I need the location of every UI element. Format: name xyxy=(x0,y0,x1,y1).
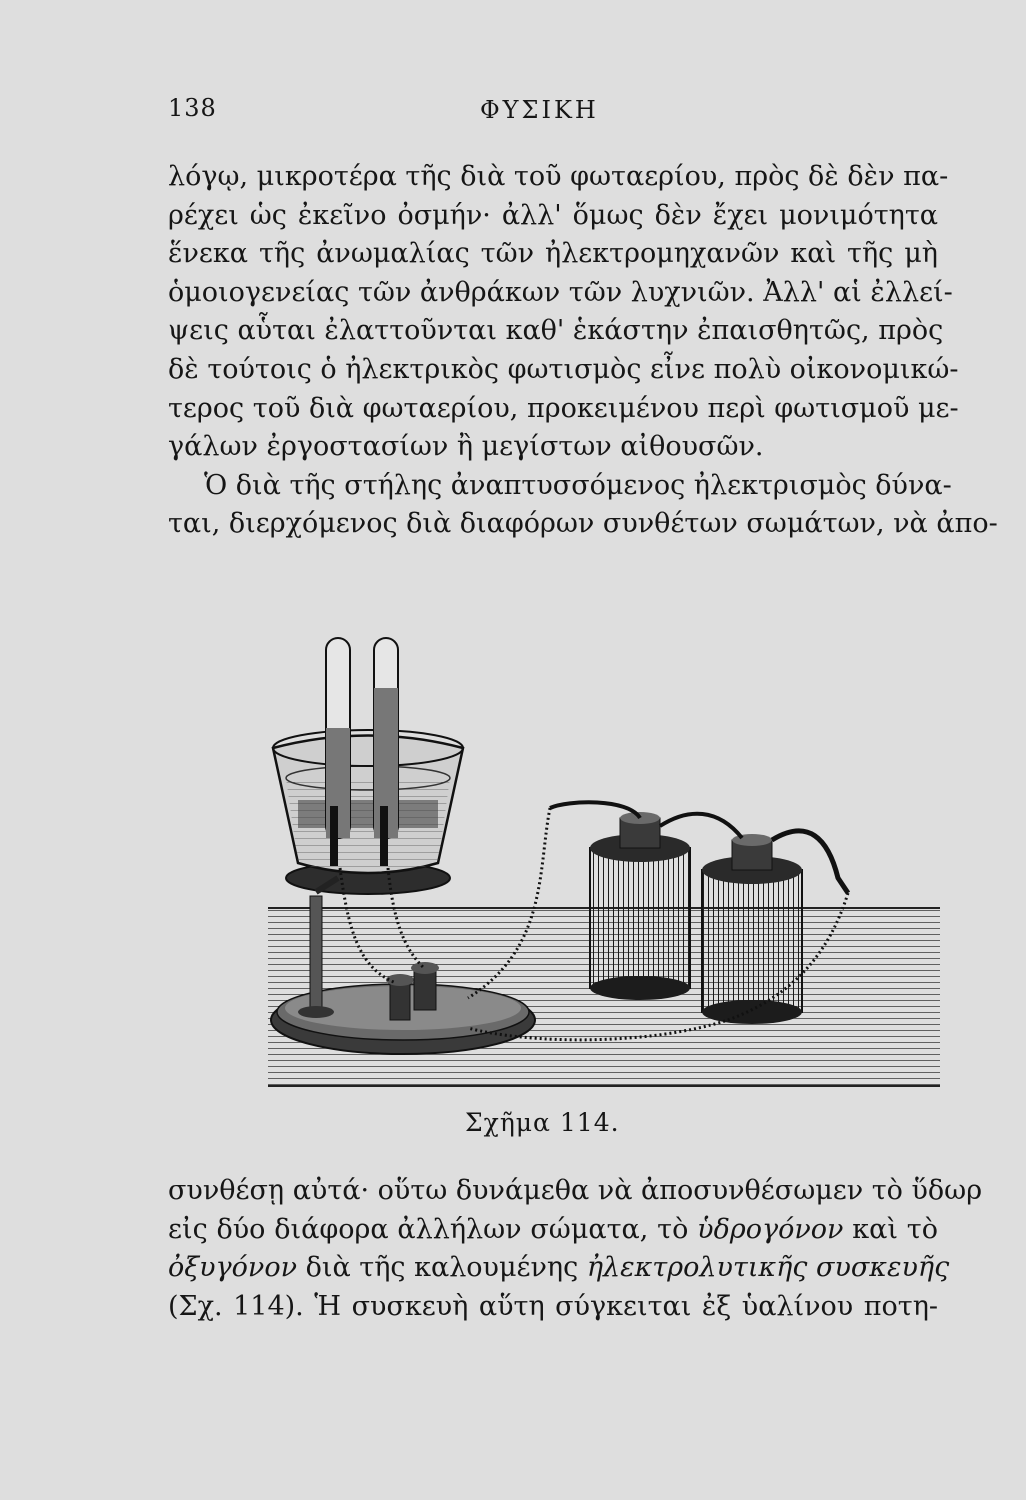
battery-cell-left xyxy=(590,812,690,1000)
running-head: ΦΥΣΙΚΗ xyxy=(480,96,599,124)
text-line: ψεις αὗται ἐλαττοῦνται καθ' ἑκάστην ἐπαισθητῶς, πρὸς xyxy=(168,315,944,347)
text-line: δὲ τούτοις ὁ ἠλεκτρικὸς φωτισμὸς εἶνε πολὺ οἰκονομικώ- xyxy=(168,353,959,385)
text-line: ὁμοιογενείας τῶν ἀνθράκων τῶν λυχνιῶν. Ἀλλ' αἱ ἐλλεί- xyxy=(168,276,953,308)
figure-caption: Σχῆμα 114. xyxy=(465,1108,620,1137)
electrolysis-apparatus-illustration xyxy=(268,628,940,1090)
text-line xyxy=(168,1249,950,1288)
body-text-bottom xyxy=(168,1172,983,1326)
text-line: γάλων ἐργοστασίων ἢ μεγίστων αἰθουσῶν. xyxy=(168,431,764,463)
text-line: ται, διερχόμενος διὰ διαφόρων συνθέτων σωμάτων, νὰ ἀπο- xyxy=(168,508,998,540)
text-line: συνθέσῃ αὐτά· οὕτω δυνάμεθα νὰ ἀποσυνθέσωμεν τὸ ὕδωρ xyxy=(168,1175,983,1206)
text-line: λόγῳ, μικροτέρα τῆς διὰ τοῦ φωταερίου, πρὸς δὲ δὲν πα- xyxy=(168,161,949,192)
body-text-top xyxy=(168,158,998,544)
text-segment: εἰς δύο διάφορα ἀλλήλων σώματα, τὸ xyxy=(168,1213,689,1245)
italic-term: ὑδρογόνον xyxy=(697,1213,844,1245)
text-line xyxy=(168,1211,938,1250)
text-line: ρέχει ὡς ἐκεῖνο ὀσμήν· ἀλλ' ὅμως δὲν ἔχει μονιμότητα xyxy=(168,199,938,231)
text-line-paragraph-start: Ὁ διὰ τῆς στήλης ἀναπτυσσόμενος ἠλεκτρισμὸς δύνα- xyxy=(204,469,952,501)
text-segment: διὰ τῆς καλουμένης xyxy=(305,1252,579,1284)
text-line: ἕνεκα τῆς ἀνωμαλίας τῶν ἠλεκτρομηχανῶν καὶ τῆς μὴ xyxy=(168,238,938,270)
page-number: 138 xyxy=(168,94,217,122)
italic-term: ἠλεκτρολυτικῆς συσκευῆς xyxy=(586,1252,950,1284)
text-line: τερος τοῦ διὰ φωταερίου, προκειμένου περὶ φωτισμοῦ με- xyxy=(168,392,959,424)
text-segment: καὶ τὸ xyxy=(852,1213,938,1245)
italic-term: ὀξυγόνον xyxy=(168,1252,298,1284)
text-line: (Σχ. 114). Ἡ συσκευὴ αὕτη σύγκειται ἐξ ὑαλίνου ποτη- xyxy=(168,1290,938,1322)
battery-cell-right xyxy=(702,834,802,1024)
